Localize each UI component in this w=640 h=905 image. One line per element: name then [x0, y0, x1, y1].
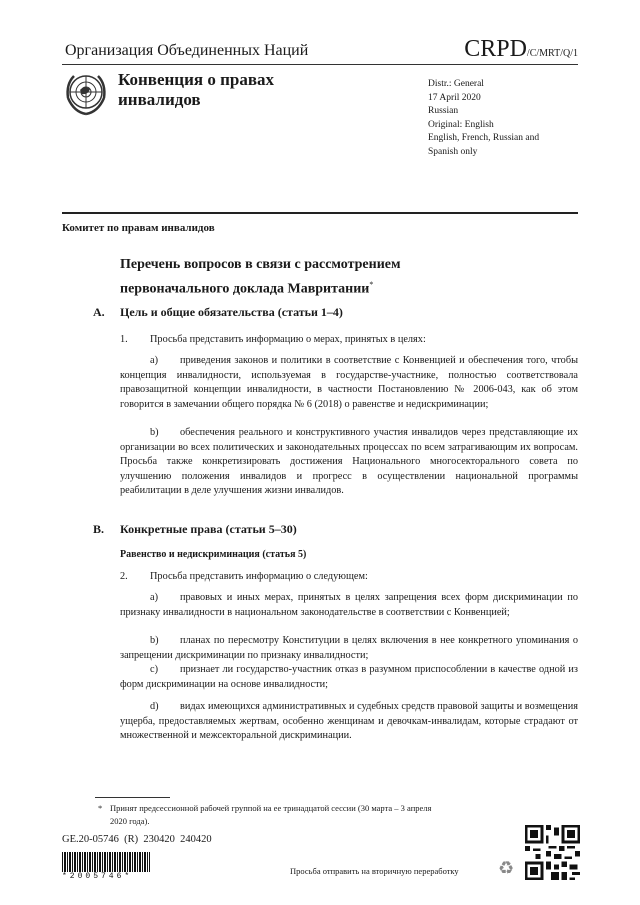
- section-a-heading: [93, 305, 343, 320]
- title-line-1: Перечень вопросов в связи с рассмотрением: [120, 257, 401, 272]
- item-text: признает ли государство-участник отказ в разумном приспособлении в качестве одной из форм дискриминации на основе инвалидности;: [120, 664, 578, 690]
- item-label: a): [150, 355, 158, 366]
- paragraph-2: [120, 570, 578, 585]
- date-line: 17 April 2020: [428, 92, 481, 103]
- distr-line: Distr.: General: [428, 79, 484, 89]
- recycle-text: Просьба отправить на вторичную переработку: [290, 866, 459, 876]
- paragraph-text: Просьба представить информацию о следующем:: [150, 571, 368, 582]
- item-text: обеспечения реального и конструктивного участия инвалидов через представляющие их организации во всех политических и законодательных процессах по всем затрагивающим их вопросам. Просьба также конкретизировать достижения Национального многосекторального совета по улучшению положения инвалидов и прогресс в осуществлении национальной программы реабилитации в деле улучшения жизни инвалидов.: [120, 427, 578, 497]
- item-text: правовых и иных мерах, принятых в целях запрещения всех форм дискриминации по признаку инвалидности в национальном законодательстве в соответствии с Конвенцией;: [120, 592, 578, 618]
- subheading: Равенство и недискриминация (статья 5): [120, 549, 307, 560]
- item-text: видах имеющихся административных и судебных средств правовой защиты и возмещения ущерба, предоставляемых жертвам, особенно женщинам и девочкам-инвалидам, которые страдают от множественной и межсекторальной дискриминации.: [120, 701, 578, 742]
- paragraph-2d: [120, 700, 578, 744]
- footnote-mark: *: [98, 803, 103, 813]
- item-label: b): [150, 427, 159, 438]
- section-letter: A.: [93, 305, 105, 319]
- paragraph-1b: [120, 426, 578, 499]
- paragraph-2a: [120, 591, 578, 620]
- section-letter: B.: [93, 522, 105, 536]
- paragraph-number: 1.: [120, 334, 128, 345]
- section-title: Конкретные права (статьи 5–30): [120, 522, 297, 536]
- item-label: c): [150, 664, 158, 675]
- footnote: [98, 802, 440, 828]
- title-divider: [62, 212, 578, 214]
- item-label: d): [150, 701, 159, 712]
- footnote-divider: [95, 797, 170, 798]
- title-line-2: первоначального доклада Мавритании: [120, 281, 370, 297]
- item-text: приведения законов и политики в соответствие с Конвенцией и обеспечения того, чтобы концепция инвалидности, используемая в государстве-участнике, полностью соответствовала правозащитной концепции инвалидности, в частности Постановлению № 2006-043, как об этом говорится в замечании общего порядка № 6 (2018) о равенстве и недискриминации;: [120, 355, 578, 410]
- convention-line-1: Конвенция о правах: [118, 70, 275, 89]
- footnote-mark: *: [369, 280, 374, 289]
- item-label: a): [150, 592, 158, 603]
- section-b-heading: [93, 522, 297, 537]
- item-label: b): [150, 635, 159, 646]
- committee-name: Комитет по правам инвалидов: [62, 222, 215, 234]
- languages-line-2: Spanish only: [428, 146, 478, 157]
- paragraph-1: [120, 333, 578, 348]
- header-divider: [62, 64, 578, 65]
- convention-line-2: инвалидов: [118, 90, 201, 109]
- symbol-main: CRPD: [464, 36, 527, 62]
- document-symbol: [464, 36, 578, 63]
- item-text: планах по пересмотру Конституции в целях включения в нее конкретного упоминания о запрещении дискриминации по признаку инвалидности;: [120, 635, 578, 661]
- section-title: Цель и общие обязательства (статьи 1–4): [120, 305, 343, 319]
- symbol-suffix: /C/MRT/Q/1: [526, 48, 578, 59]
- un-emblem-icon: [62, 70, 110, 118]
- organization-name: Организация Объединенных Наций: [65, 42, 309, 59]
- languages-line: English, French, Russian and: [428, 133, 540, 143]
- language-line: Russian: [428, 106, 459, 116]
- barcode-number: *2005746*: [62, 872, 133, 881]
- recycle-icon: ♻: [498, 858, 515, 878]
- qr-code-icon: [525, 825, 580, 880]
- paragraph-2c: [120, 663, 578, 692]
- paragraph-number: 2.: [120, 571, 128, 582]
- paragraph-1a: [120, 354, 578, 412]
- document-title: [120, 255, 401, 300]
- barcode: [62, 852, 150, 872]
- convention-title: [118, 70, 274, 110]
- distribution-info: [428, 78, 539, 159]
- job-number: GE.20-05746 (R) 230420 240420: [62, 834, 212, 845]
- original-line: Original: English: [428, 119, 494, 130]
- footnote-text: Принят предсессионной рабочей группой на ее тринадцатой сессии (30 марта – 3 апреля 2020 года).: [110, 803, 432, 826]
- paragraph-text: Просьба представить информацию о мерах, принятых в целях:: [150, 334, 426, 345]
- paragraph-2b: [120, 634, 578, 663]
